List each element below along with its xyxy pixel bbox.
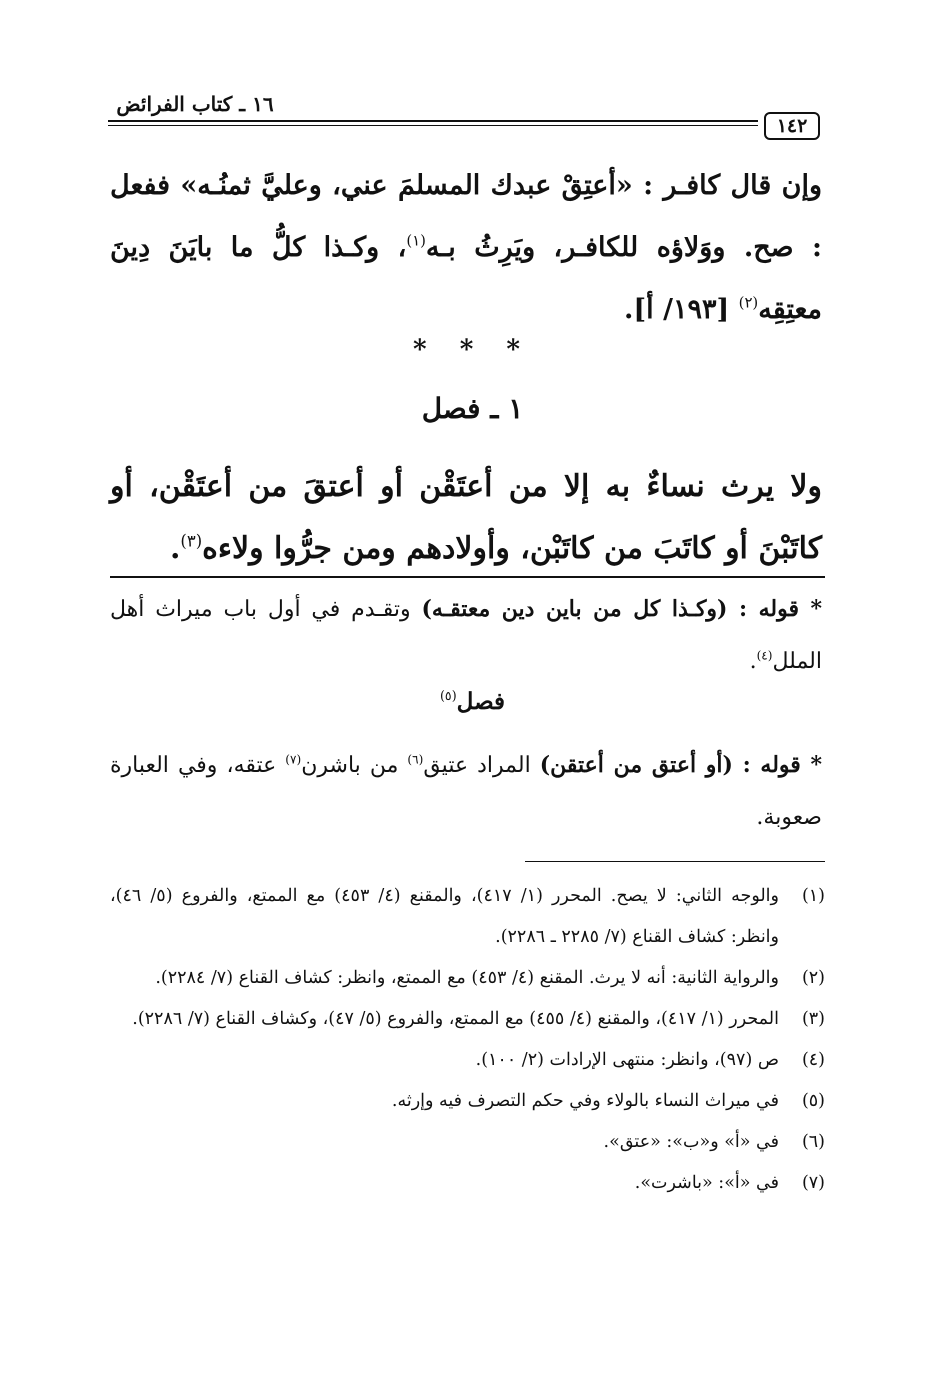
main-paragraph-2 xyxy=(110,456,822,580)
commentary-note-2-text-c: عتقه، وفي العبارة صعوبة. xyxy=(110,753,822,830)
commentary-note-2-lead: * قوله : (أو أعتق من أعتقن) xyxy=(539,752,822,778)
footnote-ref-6: (٦) xyxy=(407,752,424,767)
footnote-number: (٥) xyxy=(801,1091,825,1111)
footnote-item xyxy=(110,958,825,999)
footnote-item xyxy=(110,1081,825,1122)
footnote-text: والوجه الثاني: لا يصح. المحرر (١/ ٤١٧)، والمقنع (٤/ ٤٥٣) مع الممتع، والفروع (٥/ ٤٦)، وانظر: كشاف القناع (٧/ ٢٢٨٥ ـ ٢٢٨٦). xyxy=(110,886,779,947)
page-number-box: ١٤٢ xyxy=(764,112,820,140)
footnote-item xyxy=(110,876,825,958)
footnote-text: في ميراث النساء بالولاء وفي حكم التصرف فيه وإرثه. xyxy=(391,1091,779,1111)
footnotes-list xyxy=(110,876,825,1204)
footnote-text: المحرر (١/ ٤١٧)، والمقنع (٤/ ٤٥٥) مع الممتع، والفروع (٥/ ٤٧)، وكشاف القناع (٧/ ٢٢٨٦). xyxy=(132,1009,779,1029)
commentary-note-2-text-b: من باشرن xyxy=(301,753,408,778)
footnote-number: (٢) xyxy=(801,968,825,988)
commentary-note-2-text-a: المراد عتيق xyxy=(423,753,540,778)
commentary-heading xyxy=(0,688,945,715)
main-paragraph-1-text-c: [١٩٣/ أ]. xyxy=(624,294,739,325)
main-paragraph-1-text-b: ، وكـذا كلُّ ما بايَنَ دِينَ معتِقِه xyxy=(110,232,822,325)
commentary-heading-text: فصل xyxy=(456,688,506,715)
footnote-number: (٧) xyxy=(801,1173,825,1193)
footnote-text: ص (٩٧)، وانظر: منتهى الإرادات (٢/ ١٠٠). xyxy=(475,1050,779,1070)
header-rule-thin xyxy=(108,125,758,126)
footnote-text: في «أ» و«ب»: «عتق». xyxy=(603,1132,779,1152)
footnote-ref-7: (٧) xyxy=(285,752,302,767)
footnote-number: (٣) xyxy=(801,1009,825,1029)
footnote-number: (١) xyxy=(801,886,825,906)
footnote-item xyxy=(110,999,825,1040)
commentary-note-1-lead: * قوله : (وكـذا كل من باين دين معتقـه) xyxy=(421,596,822,622)
footnote-ref-3: (٣) xyxy=(180,531,203,551)
commentary-divider xyxy=(110,576,825,578)
footnote-ref-1: (١) xyxy=(406,231,426,250)
main-paragraph-2-end: . xyxy=(169,531,181,566)
footnote-item xyxy=(110,1040,825,1081)
main-paragraph-2-text: ولا يرث نساءٌ به إلا من أعتَقْن أو أعتقَ من أعتَقْن، أو كاتَبْنَ أو كاتَبَ من كاتَبْن، وأولادهم ومن جرُّوا ولاءه xyxy=(110,469,822,566)
footnote-text: والرواية الثانية: أنه لا يرث. المقنع (٤/ ٤٥٣) مع الممتع، وانظر: كشاف القناع (٧/ ٢٢٨٤). xyxy=(155,968,779,988)
main-paragraph-1-text-a: وإن قال كافـر : «أعتِقْ عبدك المسلمَ عني، وعليَّ ثمنُـه» ففعل : صح. ووَلاؤه للكافـر، ويَرِثُ بـه xyxy=(110,170,822,263)
footnote-ref-2: (٢) xyxy=(738,293,759,312)
header-rule xyxy=(108,120,758,122)
footnote-divider xyxy=(525,861,825,862)
footnote-item xyxy=(110,1122,825,1163)
footnote-ref-5: (٥) xyxy=(439,688,457,704)
commentary-note-1-end: . xyxy=(749,649,757,674)
footnote-number: (٦) xyxy=(801,1132,825,1152)
footnote-item xyxy=(110,1163,825,1204)
main-paragraph-1 xyxy=(110,155,822,341)
commentary-note-1-text: وتقـدم في أول باب ميراث أهل الملل xyxy=(110,597,822,674)
section-heading: ١ ـ فصل xyxy=(421,392,524,425)
section-separator: * * * xyxy=(413,335,532,365)
footnote-number: (٤) xyxy=(801,1050,825,1070)
commentary-note-2 xyxy=(110,739,822,844)
commentary-note-1 xyxy=(110,583,822,688)
footnote-ref-4: (٤) xyxy=(756,648,773,663)
running-header-title: ١٦ ـ كتاب الفرائض xyxy=(116,92,274,116)
footnote-text: في «أ»: «باشرت». xyxy=(634,1173,779,1193)
